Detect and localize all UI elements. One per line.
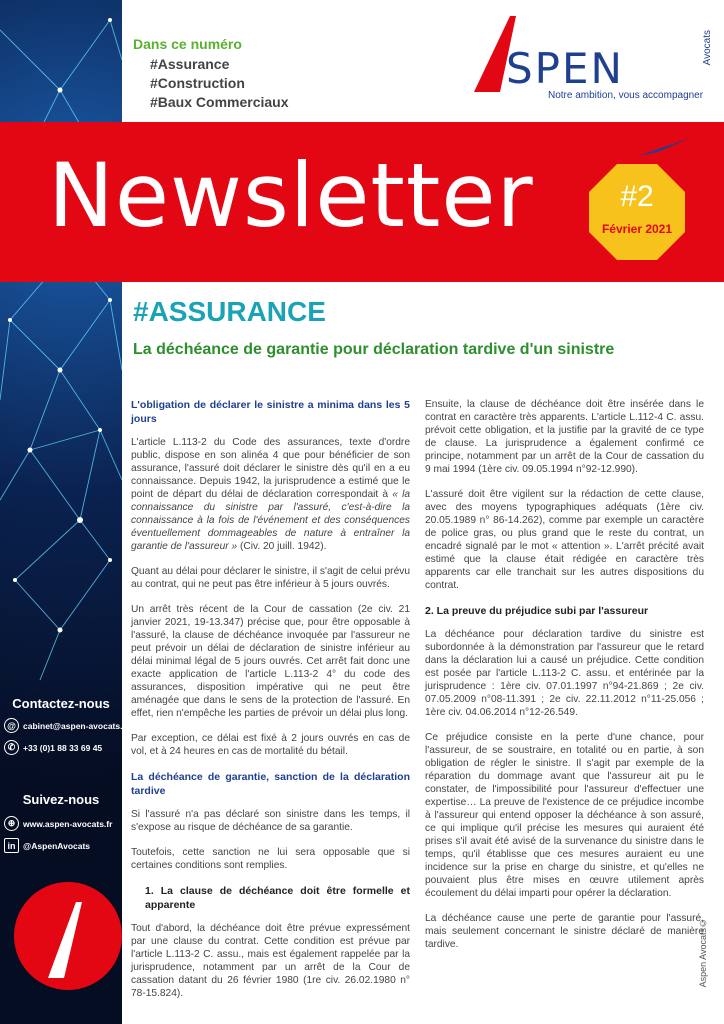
paragraph: Ce préjudice consiste en la perte d'une chance, pour l'assureur, de se soustraire, en totalité ou en partie, à son obligation de régler le sinistre. Il s'agit par exemple de la réparation du dommage avant que l'assureur ait pu le constater, de l'impossibilité pour l'assureur d'effectuer une expertise… La preuve de l'existence de ce préjudice incombe à l'assureur qui entend opposer la déchéance à son assuré, ce qui implique qu'il précise les mesures qui auraient été prises s'il avait été avisé de la survenance du sinistre dans le temps, qu'il établisse que ces mesures auraient eu une incidence sur la prise en charge du sinistre, et qu'elles ne pouvaient plus être mises en œuvre utilement après écoulement du délai imparti pour opérer la déclaration. (425, 732, 704, 899)
paragraph: Ensuite, la clause de déchéance doit être insérée dans le contrat en caractère très apparents. L'article L.112-4 C. assu. prévoit cette obligation, et la justifie par la gravité de ce type de clause. La jurisprudence a également confirmé ce principe, notamment par un arrêt de la Cour de cassation du 9 mai 1994 (1ère civ. 09.05.1994 n°92-12.990). (425, 399, 704, 475)
paragraph: Par exception, ce délai est fixé à 2 jours ouvrés en cas de vol, et à 24 heures en cas de mortalité du bétail. (131, 733, 410, 757)
logo-circle-mark (14, 882, 122, 990)
paragraph: Tout d'abord, la déchéance doit être prévue expressément par une clause du contrat. Cette condition est prévue par l'article L.113-2 C. assu., mais est également rappelée par la jurisprudence, notamment par un arrêt de la Cour de cassation datant du 26 février 1980 (1re civ. 26.02.1980 n° 78-15.824). (131, 923, 410, 999)
paragraph: L'article L.113-2 du Code des assurances, texte d'ordre public, dispose en son alinéa 4 que pour bénéficier de son assurance, l'assuré doit déclarer le sinistre dès qu'il en a eu connaissance. Depuis 1942, la jurisprudence a estimé que le point de départ du délai de déclaration correspondait à « la connaissance du sinistre par l'assuré, c'est-à-dire la connaissance à la fois de l'événement et des conséquences éventuellement dommageables de nature à entraîner la garantie de l'assureur » (Civ. 20 juill. 1942). (131, 437, 410, 552)
contact-email[interactable]: cabinet@aspen-avocats.fr (23, 720, 129, 731)
paragraph: Quant au délai pour déclarer le sinistre, il s'agit de celui prévu au contrat, qui ne peut pas être inférieur à 5 jours ouvrés. (131, 566, 410, 590)
at-icon: @ (4, 718, 19, 733)
paragraph: La déchéance pour déclaration tardive du sinistre est subordonnée à la démonstration par l'assureur que le retard dans la déclaration lui a causé un préjudice. Cette condition est posée par l'article L.113-2 C. assu. et entérinée par la jurisprudence : 1ère civ. 07.01.1997 n°94-21.869 ; 2e civ. 07.05.2009 n°08-11.391 ; 2e civ. 22.11.2012 n°11-25.056 ; 1ère civ. 04.06.2014 n°12-26.549. (425, 629, 704, 718)
aspen-logo (470, 14, 713, 109)
website-link[interactable]: www.aspen-avocats.fr (23, 818, 113, 829)
issue-title: Dans ce numéro (133, 36, 242, 52)
paragraph: Un arrêt très récent de la Cour de cassation (2e civ. 21 janvier 2021, 19-13.347) précise que, pour être opposable à l'assuré, la clause de déchéance invoquée par l'assureur ne peut prévoir un délai de déclaration de sinistre inférieur au délai minimal légal de 5 jours ouvrés. Cet arrêt fait donc une exacte application de l'article L.113-2 4° du code des assurances, disposition impérative qui ne peut être aménagée que dans le sens de la protection de l'assuré. En effet, rien n'empêche les parties de prévoir un délai plus long. (131, 604, 410, 719)
paragraph: Toutefois, cette sanction ne lui sera opposable que si certaines conditions sont remplies. (131, 847, 410, 871)
website-row[interactable] (4, 816, 112, 831)
article-left-column (131, 398, 410, 1012)
issue-item-construction: #Construction (150, 75, 245, 91)
heading-decheance: La déchéance de garantie, sanction de la déclaration tardive (131, 771, 410, 797)
banner-title: Newsletter (48, 144, 534, 247)
logo-subtitle: Avocats (702, 30, 713, 66)
paragraph: La déchéance cause une perte de garantie pour l'assuré, mais seulement concernant le sinistre déclaré de manière tardive. (425, 913, 704, 950)
heading-clause: 1. La clause de déchéance doit être formelle et apparente (145, 885, 410, 911)
heading-obligation: L'obligation de déclarer le sinistre a minima dans les 5 jours (131, 399, 410, 425)
contact-email-row[interactable] (4, 718, 129, 733)
issue-date: Février 2021 (601, 222, 673, 236)
section-title: #ASSURANCE (133, 296, 326, 327)
follow-block (0, 792, 122, 807)
issue-contents (133, 36, 289, 112)
logo-a-mark-icon (14, 882, 122, 990)
issue-item-assurance: #Assurance (150, 56, 230, 72)
copyright: Aspen Avocats© (698, 918, 708, 988)
contact-phone-row[interactable] (4, 740, 102, 755)
newsletter-banner (0, 122, 724, 282)
issue-number: #2 (620, 180, 654, 213)
social-handle[interactable]: @AspenAvocats (23, 840, 91, 851)
article-right-column (425, 398, 704, 963)
logo-tagline: Notre ambition, vous accompagner (548, 90, 704, 101)
issue-item-baux: #Baux Commerciaux (150, 94, 289, 110)
plane-accent-icon (638, 138, 690, 158)
issue-badge (587, 162, 687, 262)
heading-preuve: 2. La preuve du préjudice subi par l'assureur (425, 605, 649, 617)
follow-title: Suivez-nous (22, 792, 100, 807)
paragraph: L'assuré doit être vigilent sur la rédaction de cette clause, avec des moyens typographiques adéquats (1ère civ. 20.05.1989 n° 86-14.262), comme par exemple un caractère de police gras, ou plus grand que le reste du contrat, un encadré signalé par le mot « attention ». L'arrêt précité avait estimé que la clause était rédigée en caractère très apparents car elle tranchait sur les autres dispositions du contrat. (425, 489, 704, 591)
section-subtitle: La déchéance de garantie pour déclaration tardive d'un sinistre (133, 341, 615, 358)
contact-phone[interactable]: +33 (0)1 88 33 69 45 (23, 742, 103, 753)
phone-icon: ✆ (4, 740, 19, 755)
social-row[interactable] (4, 838, 90, 853)
logo-text: SPEN (506, 44, 624, 93)
contact-block (0, 696, 122, 711)
globe-icon: ⊕ (4, 816, 19, 831)
contact-title: Contactez-nous (12, 696, 110, 711)
linkedin-icon: in (4, 838, 19, 853)
paragraph: Si l'assuré n'a pas déclaré son sinistre dans les temps, il s'expose au risque de déchéance de sa garantie. (131, 809, 410, 833)
